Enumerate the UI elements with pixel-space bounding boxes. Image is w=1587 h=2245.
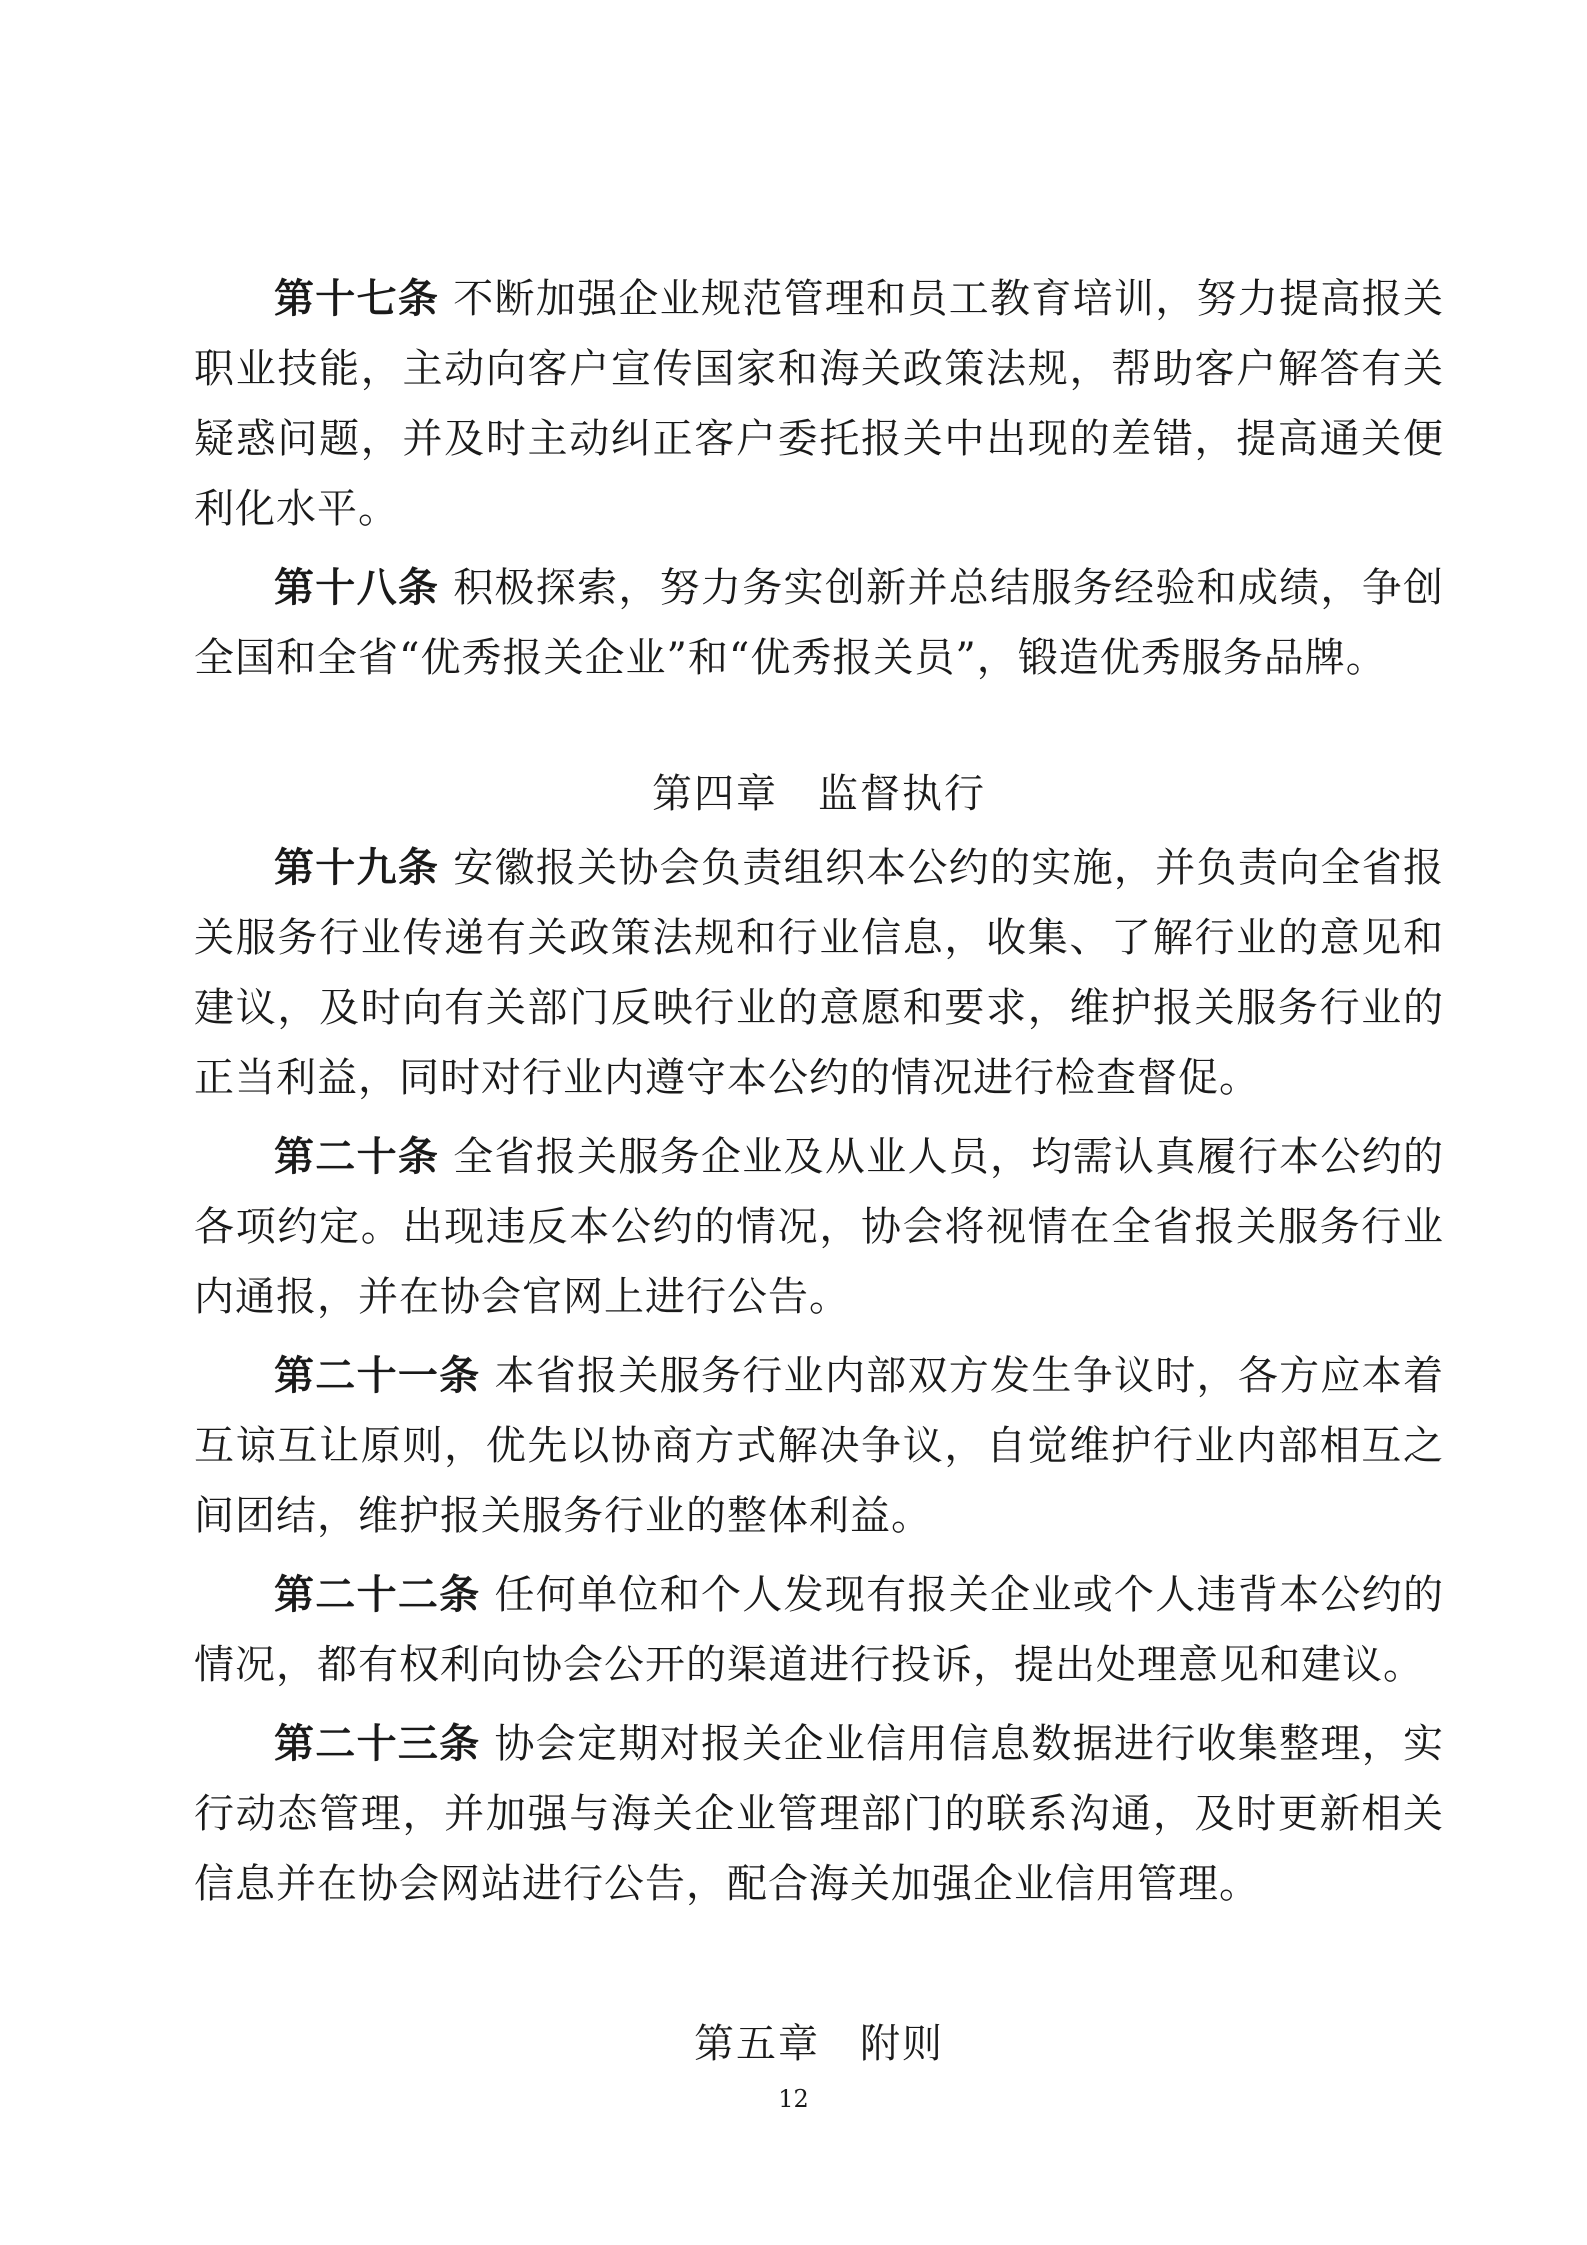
article-label: 第二十二条 xyxy=(274,1571,481,1618)
article-label: 第十七条 xyxy=(274,275,440,322)
article-label: 第十九条 xyxy=(274,844,440,891)
article-text: 安徽报关协会负责组织本公约的实施，并负责向全省报关服务行业传递有关政策法规和行业信息，收集、了解行业的意见和建议，及时向有关部门反映行业的意愿和要求，维护报关服务行业的正当利益，同时对行业内遵守本公约的情况进行检查督促。 xyxy=(194,845,1445,1101)
chapter-number: 第五章 xyxy=(694,2021,820,2067)
page-content xyxy=(194,264,1444,2079)
article-text: 不断加强企业规范管理和员工教育培训，努力提高报关职业技能，主动向客户宣传国家和海关政策法规，帮助客户解答有关疑惑问题，并及时主动纠正客户委托报关中出现的差错，提高通关便利化水平。 xyxy=(194,276,1445,532)
article-label: 第二十三条 xyxy=(274,1720,481,1767)
article-label: 第十八条 xyxy=(274,564,440,611)
chapter-4-heading xyxy=(194,759,1444,829)
article-17 xyxy=(194,264,1444,544)
article-label: 第二十一条 xyxy=(274,1352,481,1399)
chapter-number: 第四章 xyxy=(652,771,778,817)
article-text: 积极探索，努力务实创新并总结服务经验和成绩，争创全国和全省“优秀报关企业”和“优秀报关员”，锻造优秀服务品牌。 xyxy=(194,565,1445,681)
article-text: 协会定期对报关企业信用信息数据进行收集整理，实行动态管理，并加强与海关企业管理部门的联系沟通，及时更新相关信息并在协会网站进行公告，配合海关加强企业信用管理。 xyxy=(194,1721,1445,1907)
chapter-5-heading xyxy=(194,2009,1444,2079)
chapter-title: 监督执行 xyxy=(818,771,986,817)
chapter-title: 附则 xyxy=(860,2021,944,2067)
page-number: 12 xyxy=(778,2085,809,2113)
article-22 xyxy=(194,1560,1444,1700)
article-text: 任何单位和个人发现有报关企业或个人违背本公约的情况，都有权利向协会公开的渠道进行投诉，提出处理意见和建议。 xyxy=(194,1572,1445,1688)
article-21 xyxy=(194,1341,1444,1551)
article-20 xyxy=(194,1122,1444,1332)
article-text: 本省报关服务行业内部双方发生争议时，各方应本着互谅互让原则，优先以协商方式解决争议，自觉维护行业内部相互之间团结，维护报关服务行业的整体利益。 xyxy=(194,1353,1445,1539)
article-18 xyxy=(194,553,1444,693)
article-text: 全省报关服务企业及从业人员，均需认真履行本公约的各项约定。出现违反本公约的情况，协会将视情在全省报关服务行业内通报，并在协会官网上进行公告。 xyxy=(194,1134,1445,1320)
article-19 xyxy=(194,833,1444,1113)
article-label: 第二十条 xyxy=(274,1133,440,1180)
article-23 xyxy=(194,1709,1444,1919)
